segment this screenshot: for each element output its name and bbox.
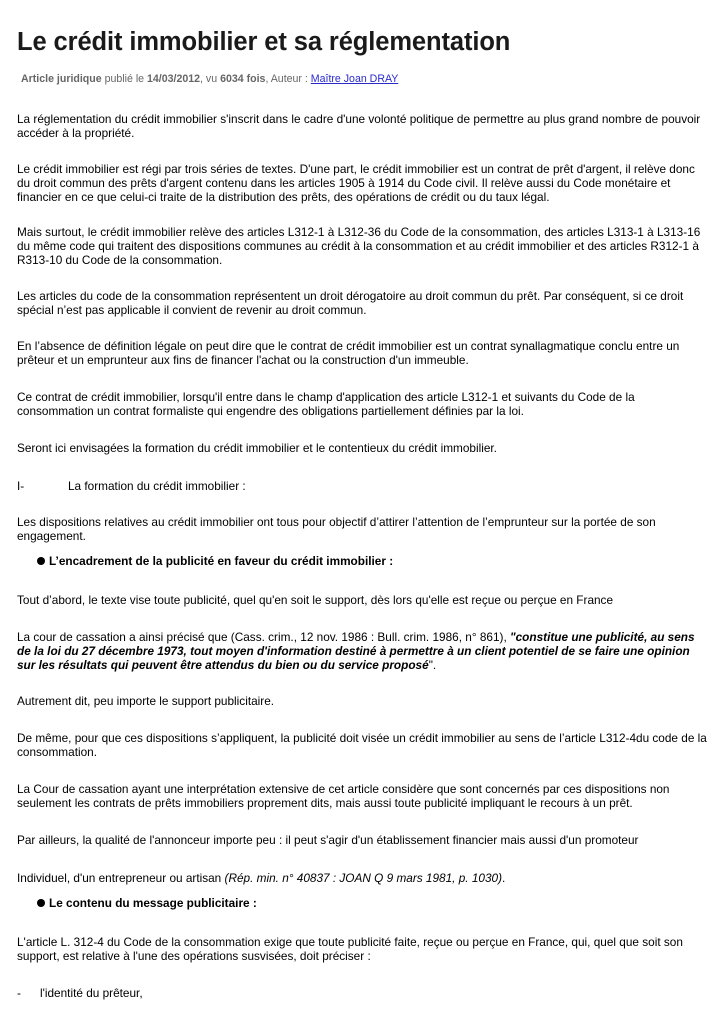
paragraph-10-end: ". xyxy=(428,658,437,672)
paragraph-6: Ce contrat de crédit immobilier, lorsqu'il entre dans le champ d'application des article L312-1 et suivants du Code de la consommation un contrat formaliste qui engendre des obligations partiellement définies par la loi. xyxy=(17,390,635,418)
paragraph-12: De même, pour que ces dispositions s’appliquent, la publicité doit visée un crédit immobilier au sens de l’article L312-4du code de la consommation. xyxy=(17,731,707,759)
paragraph-15 xyxy=(17,871,707,885)
bullet-heading-2-text: Le contenu du message publicitaire : xyxy=(49,896,257,910)
paragraph-2: Le crédit immobilier est régi par trois séries de textes. D'une part, le crédit immobilier est un contrat de prêt d'argent, il relève donc du droit commun des prêts d'argent contenu dans les articles 1905 à 1914 du Code civil. Il relève aussi du Code monétaire et financier en ce que celui-ci traite de la distribution des prêts, des opérations de crédit ou du taux légal. xyxy=(17,162,695,204)
paragraph-15-text: Individuel, d'un entrepreneur ou artisan xyxy=(17,871,225,885)
section-heading xyxy=(17,479,707,493)
article-title: Le crédit immobilier et sa réglementation xyxy=(17,28,511,56)
paragraph-1: La réglementation du crédit immobilier s'inscrit dans le cadre d'une volonté politique de permettre au plus grand nombre de pouvoir accéder à la propriété. xyxy=(17,112,701,140)
bullet-heading-1-text: L’encadrement de la publicité en faveur du crédit immobilier : xyxy=(49,554,394,568)
article-type: Article juridique xyxy=(21,73,102,85)
paragraph-10-quote: "constitue une publicité, au sens de la loi du 27 décembre 1973, tout moyen d'information destiné à permettre à un client potentiel de se faire une opinion sur les résultats qui peuvent être attendus du bien ou du service proposé xyxy=(17,630,695,672)
paragraph-15-reference: (Rép. min. n° 40837 : JOAN Q 9 mars 1981, p. 1030) xyxy=(224,871,503,885)
bullet-heading-1 xyxy=(37,554,393,568)
paragraph-8: Les dispositions relatives au crédit immobilier ont tous pour objectif d’attirer l’attention de l’emprunteur sur la portée de son engagement. xyxy=(17,515,656,543)
paragraph-13: La Cour de cassation ayant une interprétation extensive de cet article considère que sont concernés par ces dispositions non seulement les contrats de prêts immobiliers proprement dits, mais aussi toute publicité impliquant le recours à un prêt. xyxy=(17,782,670,810)
bullet-dot-icon xyxy=(37,899,45,907)
paragraph-16: L'article L. 312-4 du Code de la consommation exige que toute publicité faite, reçue ou perçue en France, qui, quel que soit son support, est relative à l'une des opérations susvisées, doit préciser : xyxy=(17,935,683,963)
author-label: , Auteur : xyxy=(265,73,311,85)
paragraph-10 xyxy=(17,630,707,672)
views-label: , vu xyxy=(200,73,221,85)
bullet-dot-icon xyxy=(37,557,45,565)
section-title: La formation du crédit immobilier : xyxy=(68,479,246,493)
published-label: publié le xyxy=(101,73,148,85)
author-link[interactable]: Maître Joan DRAY xyxy=(310,73,399,85)
list-dash: - xyxy=(17,986,21,1000)
paragraph-9: Tout d’abord, le texte vise toute publicité, quel qu'en soit le support, dès lors qu'elle est reçue ou perçue en France xyxy=(17,593,614,607)
section-number: I- xyxy=(17,479,25,493)
paragraph-11: Autrement dit, peu importe le support publicitaire. xyxy=(17,694,275,708)
paragraph-5: En l’absence de définition légale on peut dire que le contrat de crédit immobilier est un contrat synallagmatique conclu entre un prêteur et un emprunteur aux fins de financer l'achat ou la construction d'un immeuble. xyxy=(17,339,680,367)
view-count: 6034 fois xyxy=(220,73,266,85)
paragraph-10-intro: La cour de cassation a ainsi précisé que (Cass. crim., 12 nov. 1986 : Bull. crim. 1986, n° 861), xyxy=(17,630,511,644)
publish-date: 14/03/2012 xyxy=(147,73,201,85)
paragraph-7: Seront ici envisagées la formation du crédit immobilier et le contentieux du crédit immobilier. xyxy=(17,441,497,455)
paragraph-3: Mais surtout, le crédit immobilier relève des articles L312-1 à L312-36 du Code de la consommation, des articles L313-1 à L313-16 du même code qui traitent des dispositions communes au crédit à la consommation et au crédit immobilier et des articles R312-1 à R313-10 du Code de la consommation. xyxy=(17,225,701,267)
paragraph-4: Les articles du code de la consommation représentent un droit dérogatoire au droit commun du prêt. Par conséquent, si ce droit spécial n’est pas applicable il convient de revenir au droit commun. xyxy=(17,289,684,317)
article-meta xyxy=(21,73,398,85)
list-item-1 xyxy=(17,986,707,1000)
bullet-heading-2 xyxy=(37,896,257,910)
list-item-1-text: l'identité du prêteur, xyxy=(40,986,143,1000)
paragraph-15-end: . xyxy=(502,871,506,885)
paragraph-14: Par ailleurs, la qualité de l'annonceur importe peu : il peut s'agir d'un établissement financier mais aussi d'un promoteur xyxy=(17,833,639,847)
